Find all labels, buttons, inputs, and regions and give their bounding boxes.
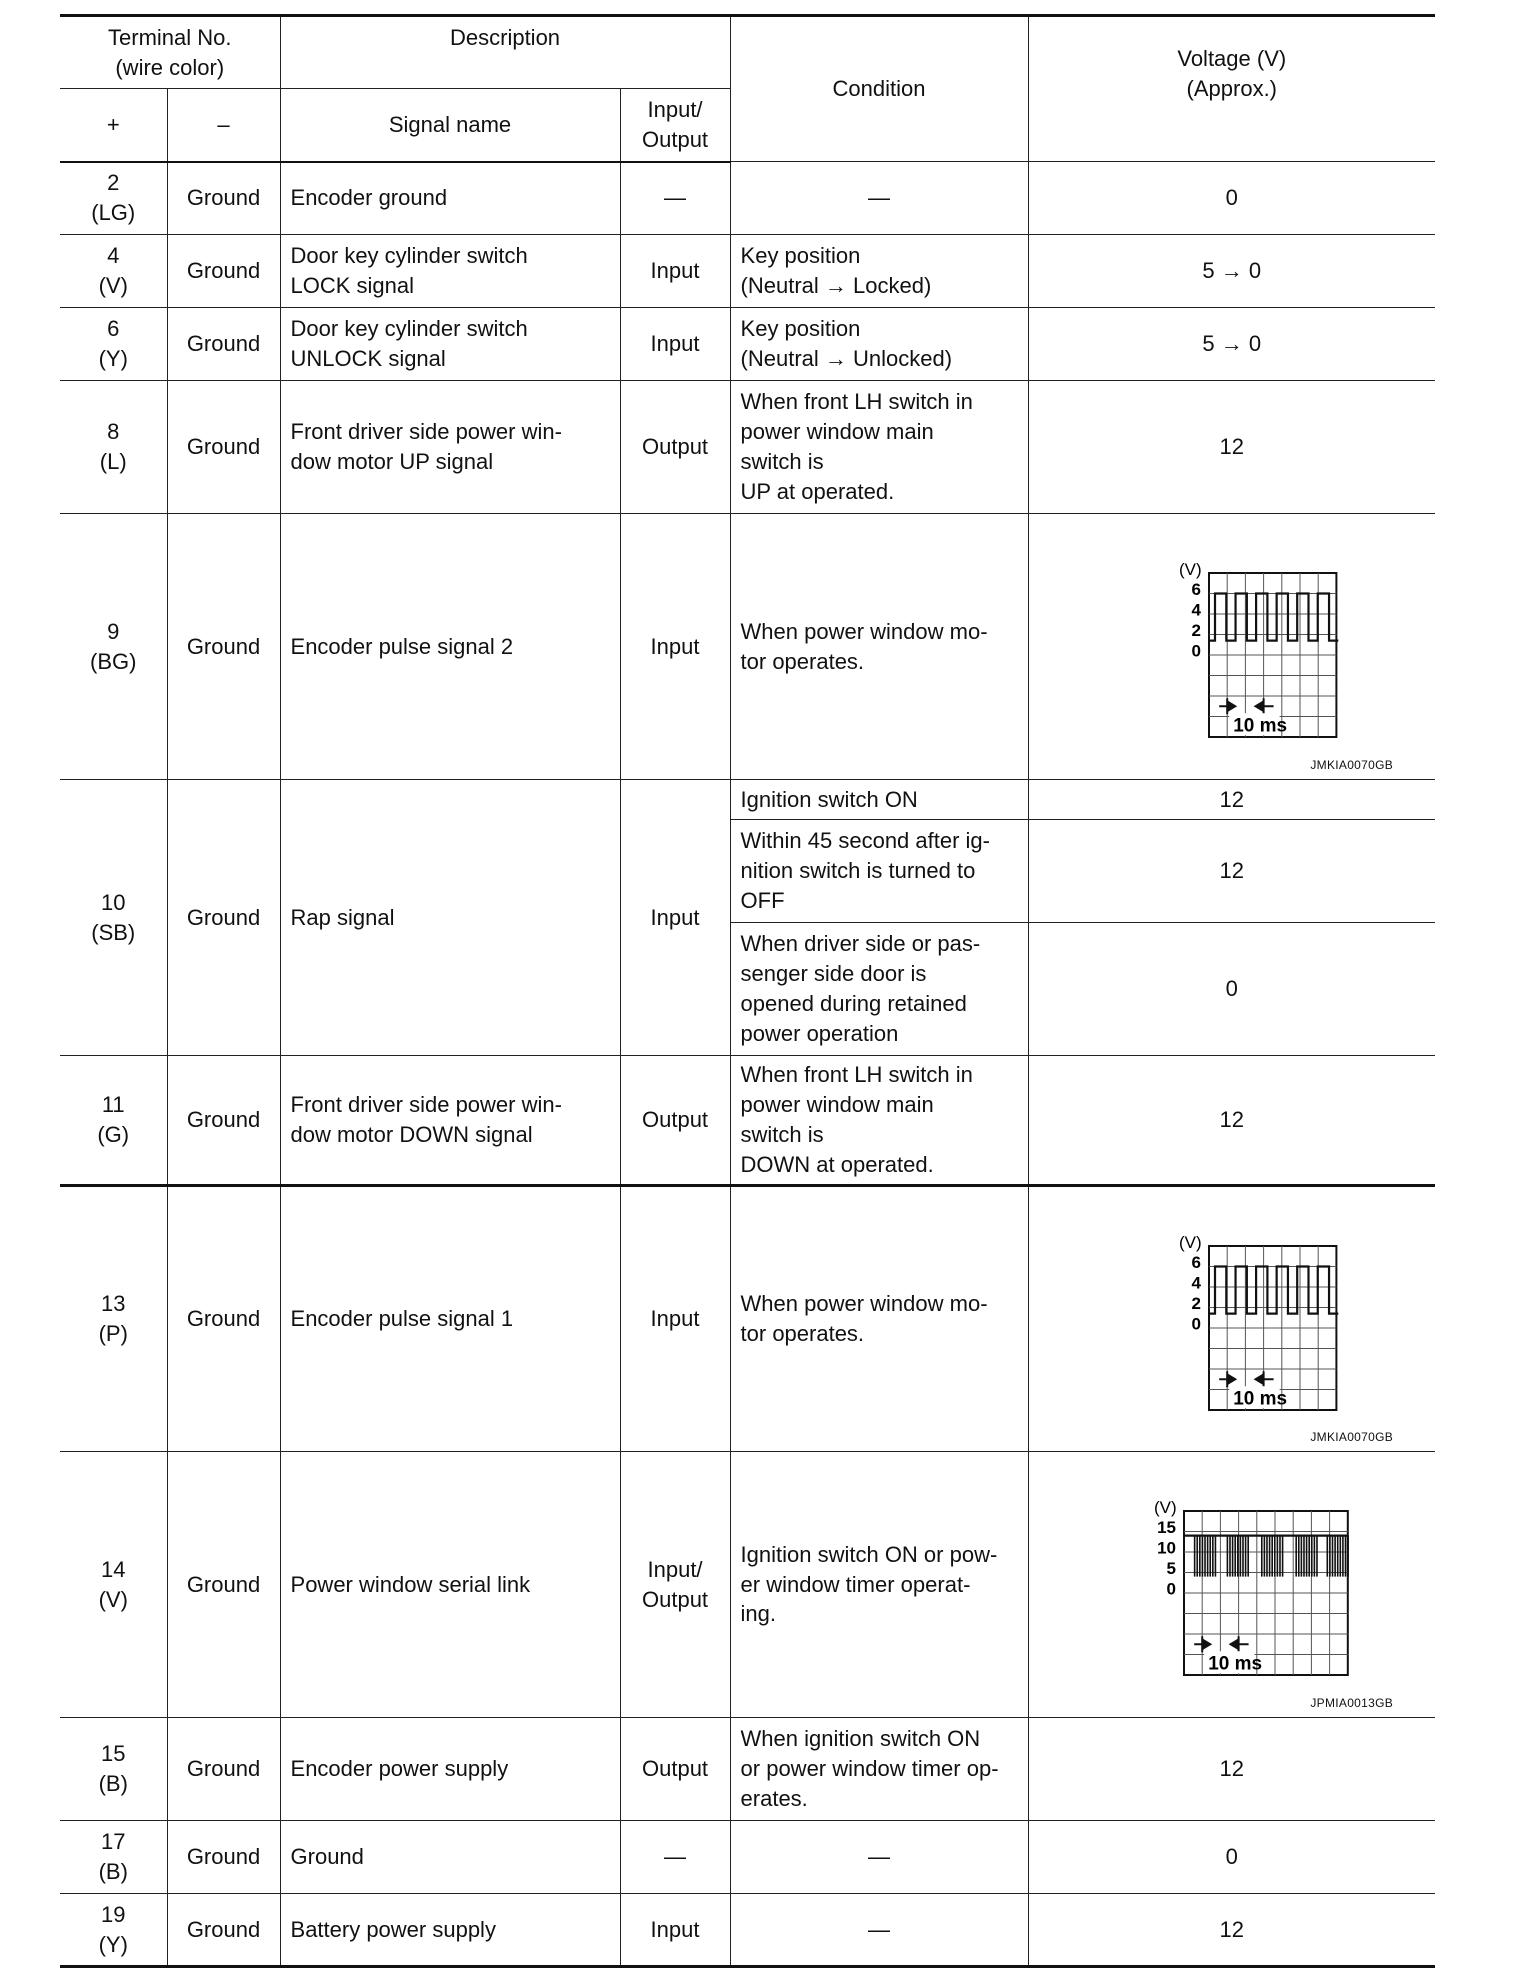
- oscilloscope-figure: [1029, 1226, 1436, 1441]
- io-cell: Input: [620, 308, 730, 381]
- serial-burst-trace: [1279, 1536, 1281, 1577]
- condition-cell: Ignition switch ON: [730, 780, 1028, 820]
- serial-burst-trace: [1247, 1536, 1249, 1577]
- y-tick-label: 10: [1156, 1538, 1176, 1558]
- condition-cell: Ignition switch ON or pow- er window timer operat- ing.: [730, 1452, 1028, 1718]
- oscilloscope-figure: [1029, 553, 1436, 768]
- condition-cell: When driver side or pas- senger side door is opened during retained power operation: [730, 923, 1028, 1056]
- signal-name-cell: Encoder ground: [280, 162, 620, 235]
- condition-cell: Within 45 second after ig- nition switch is turned to OFF: [730, 820, 1028, 923]
- serial-burst-trace: [1276, 1536, 1278, 1577]
- signal-name-cell: Rap signal: [280, 780, 620, 1056]
- signal-name-cell: Power window serial link: [280, 1452, 620, 1718]
- io-cell: —: [620, 162, 730, 235]
- ground-cell: Ground: [167, 514, 280, 780]
- table-row: [60, 381, 1435, 514]
- io-cell: Input: [620, 1186, 730, 1452]
- serial-burst-trace: [1207, 1536, 1209, 1577]
- signal-name-cell: Door key cylinder switch UNLOCK signal: [280, 308, 620, 381]
- ground-cell: Ground: [167, 162, 280, 235]
- serial-burst-trace: [1232, 1536, 1234, 1577]
- plus-header: +: [60, 89, 167, 162]
- description-header: Description: [280, 16, 730, 89]
- serial-burst-trace: [1313, 1536, 1315, 1577]
- signal-name-cell: Encoder pulse signal 1: [280, 1186, 620, 1452]
- voltage-cell: 0: [1028, 923, 1435, 1056]
- serial-burst-trace: [1308, 1536, 1310, 1577]
- io-cell: Input: [620, 780, 730, 1056]
- voltage-cell: 12: [1028, 381, 1435, 514]
- signal-name-cell: Encoder pulse signal 2: [280, 514, 620, 780]
- condition-cell: —: [730, 1894, 1028, 1967]
- y-unit-label: (V): [1178, 560, 1202, 579]
- table-row: [60, 1452, 1435, 1718]
- serial-burst-trace: [1295, 1536, 1297, 1577]
- serial-burst-trace: [1326, 1536, 1328, 1577]
- y-tick-label: 0: [1191, 1314, 1201, 1333]
- serial-burst-trace: [1269, 1536, 1271, 1577]
- io-header: Input/ Output: [620, 89, 730, 162]
- condition-cell: —: [730, 1821, 1028, 1894]
- terminal-cell: 8 (L): [60, 381, 167, 514]
- serial-burst-trace: [1347, 1536, 1349, 1577]
- time-scale-label: 10 ms: [1232, 715, 1287, 737]
- encoder-pulse-waveform: [1082, 1226, 1382, 1441]
- ground-cell: Ground: [167, 1186, 280, 1452]
- serial-burst-trace: [1303, 1536, 1305, 1577]
- condition-cell: Key position (Neutral → Unlocked): [730, 308, 1028, 381]
- condition-cell: When front LH switch in power window main switch is DOWN at operated.: [730, 1056, 1028, 1186]
- y-unit-label: (V): [1178, 1232, 1202, 1252]
- signal-name-cell: Door key cylinder switch LOCK signal: [280, 235, 620, 308]
- terminal-cell: 9 (BG): [60, 514, 167, 780]
- minus-header: –: [167, 89, 280, 162]
- ground-cell: Ground: [167, 381, 280, 514]
- io-cell: Input: [620, 235, 730, 308]
- serial-burst-trace: [1344, 1536, 1346, 1577]
- ground-cell: Ground: [167, 1452, 280, 1718]
- table-row: [60, 308, 1435, 381]
- y-tick-label: 15: [1156, 1518, 1176, 1537]
- serial-burst-trace: [1212, 1536, 1214, 1577]
- terminal-cell: 11 (G): [60, 1056, 167, 1186]
- table-row: [60, 1894, 1435, 1967]
- table-body: [60, 162, 1435, 1967]
- y-tick-label: 4: [1191, 1273, 1201, 1292]
- table-row: [60, 780, 1435, 820]
- voltage-cell: 5 → 0: [1028, 235, 1435, 308]
- io-cell: Input: [620, 1894, 730, 1967]
- serial-burst-trace: [1263, 1536, 1265, 1577]
- terminal-cell: 13 (P): [60, 1186, 167, 1452]
- serial-burst-trace: [1204, 1536, 1206, 1577]
- condition-header: Condition: [730, 16, 1028, 162]
- table-row: [60, 162, 1435, 235]
- serial-burst-trace: [1316, 1536, 1318, 1577]
- voltage-cell: 12: [1028, 780, 1435, 820]
- condition-cell: When power window mo- tor operates.: [730, 514, 1028, 780]
- serial-burst-trace: [1311, 1536, 1313, 1577]
- io-cell: —: [620, 1821, 730, 1894]
- serial-burst-trace: [1298, 1536, 1300, 1577]
- serial-burst-trace: [1300, 1536, 1302, 1577]
- y-tick-label: 6: [1191, 1252, 1201, 1272]
- io-cell: Output: [620, 1056, 730, 1186]
- serial-burst-trace: [1214, 1536, 1216, 1577]
- terminal-cell: 2 (LG): [60, 162, 167, 235]
- ground-cell: Ground: [167, 308, 280, 381]
- serial-burst-trace: [1194, 1536, 1196, 1577]
- voltage-header: Voltage (V) (Approx.): [1028, 16, 1435, 162]
- voltage-cell: 12: [1028, 820, 1435, 923]
- voltage-cell: 0: [1028, 162, 1435, 235]
- y-tick-label: 4: [1191, 600, 1201, 620]
- ground-cell: Ground: [167, 1821, 280, 1894]
- voltage-cell: 12: [1028, 1718, 1435, 1821]
- serial-burst-trace: [1196, 1536, 1198, 1577]
- time-scale-label: 10 ms: [1232, 1387, 1287, 1409]
- serial-burst-trace: [1201, 1536, 1203, 1577]
- serial-burst-trace: [1331, 1536, 1333, 1577]
- signal-name-cell: Front driver side power win- dow motor UP signal: [280, 381, 620, 514]
- time-scale-label: 10 ms: [1207, 1653, 1262, 1675]
- signal-name-cell: Battery power supply: [280, 1894, 620, 1967]
- voltage-cell: 12: [1028, 1056, 1435, 1186]
- figure-code: JMKIA0070GB: [1310, 1429, 1394, 1444]
- serial-burst-trace: [1261, 1536, 1263, 1577]
- serial-burst-trace: [1237, 1536, 1239, 1577]
- y-tick-label: 5: [1166, 1559, 1176, 1578]
- signal-name-cell: Front driver side power win- dow motor DOWN signal: [280, 1056, 620, 1186]
- io-cell: Output: [620, 1718, 730, 1821]
- condition-cell: Key position (Neutral → Locked): [730, 235, 1028, 308]
- terminal-cell: 19 (Y): [60, 1894, 167, 1967]
- oscilloscope-figure: [1029, 1491, 1436, 1706]
- terminal-cell: 4 (V): [60, 235, 167, 308]
- voltage-cell: 5 → 0: [1028, 308, 1435, 381]
- serial-burst-trace: [1234, 1536, 1236, 1577]
- signal-name-header: Signal name: [280, 89, 620, 162]
- terminal-cell: 15 (B): [60, 1718, 167, 1821]
- io-cell: Output: [620, 381, 730, 514]
- serial-burst-trace: [1209, 1536, 1211, 1577]
- table-row: [60, 235, 1435, 308]
- y-tick-label: 2: [1191, 621, 1201, 640]
- y-unit-label: (V): [1153, 1498, 1177, 1517]
- serial-burst-trace: [1226, 1536, 1228, 1577]
- terminal-header: Terminal No. (wire color): [60, 16, 280, 89]
- ground-cell: Ground: [167, 1056, 280, 1186]
- serial-burst-trace: [1337, 1536, 1339, 1577]
- io-cell: Input: [620, 514, 730, 780]
- serial-burst-trace: [1282, 1536, 1284, 1577]
- condition-cell: When ignition switch ON or power window timer op- erates.: [730, 1718, 1028, 1821]
- condition-cell: When power window mo- tor operates.: [730, 1186, 1028, 1452]
- voltage-cell: 12: [1028, 1894, 1435, 1967]
- serial-burst-trace: [1242, 1536, 1244, 1577]
- ground-cell: Ground: [167, 780, 280, 1056]
- signal-name-cell: Encoder power supply: [280, 1718, 620, 1821]
- serial-burst-trace: [1342, 1536, 1344, 1577]
- serial-burst-trace: [1229, 1536, 1231, 1577]
- table-row: [60, 1821, 1435, 1894]
- ground-cell: Ground: [167, 1894, 280, 1967]
- serial-burst-trace: [1245, 1536, 1247, 1577]
- serial-burst-trace: [1274, 1536, 1276, 1577]
- serial-burst-trace: [1199, 1536, 1201, 1577]
- signal-name-cell: Ground: [280, 1821, 620, 1894]
- figure-code: JMKIA0070GB: [1310, 757, 1394, 772]
- terminal-cell: 10 (SB): [60, 780, 167, 1056]
- table-row: [60, 514, 1435, 780]
- terminal-spec-table: [60, 14, 1435, 1968]
- voltage-waveform-cell: [1028, 1186, 1435, 1452]
- encoder-pulse-waveform: [1082, 553, 1382, 768]
- y-tick-label: 0: [1166, 1579, 1176, 1599]
- serial-burst-trace: [1271, 1536, 1273, 1577]
- io-cell: Input/ Output: [620, 1452, 730, 1718]
- voltage-waveform-cell: [1028, 514, 1435, 780]
- serial-link-waveform: [1082, 1491, 1382, 1706]
- table-row: [60, 1186, 1435, 1452]
- serial-burst-trace: [1329, 1536, 1331, 1577]
- voltage-waveform-cell: [1028, 1452, 1435, 1718]
- condition-cell: When front LH switch in power window main switch is UP at operated.: [730, 381, 1028, 514]
- serial-burst-trace: [1239, 1536, 1241, 1577]
- terminal-cell: 6 (Y): [60, 308, 167, 381]
- ground-cell: Ground: [167, 235, 280, 308]
- serial-burst-trace: [1334, 1536, 1336, 1577]
- voltage-cell: 0: [1028, 1821, 1435, 1894]
- table-row: [60, 1718, 1435, 1821]
- y-tick-label: 6: [1191, 580, 1201, 599]
- serial-burst-trace: [1339, 1536, 1341, 1577]
- y-tick-label: 2: [1191, 1293, 1201, 1313]
- figure-code: JPMIA0013GB: [1310, 1695, 1394, 1710]
- terminal-cell: 14 (V): [60, 1452, 167, 1718]
- serial-burst-trace: [1266, 1536, 1268, 1577]
- terminal-cell: 17 (B): [60, 1821, 167, 1894]
- serial-burst-trace: [1306, 1536, 1308, 1577]
- table-row: [60, 1056, 1435, 1186]
- condition-cell: —: [730, 162, 1028, 235]
- ground-cell: Ground: [167, 1718, 280, 1821]
- y-tick-label: 0: [1191, 641, 1201, 661]
